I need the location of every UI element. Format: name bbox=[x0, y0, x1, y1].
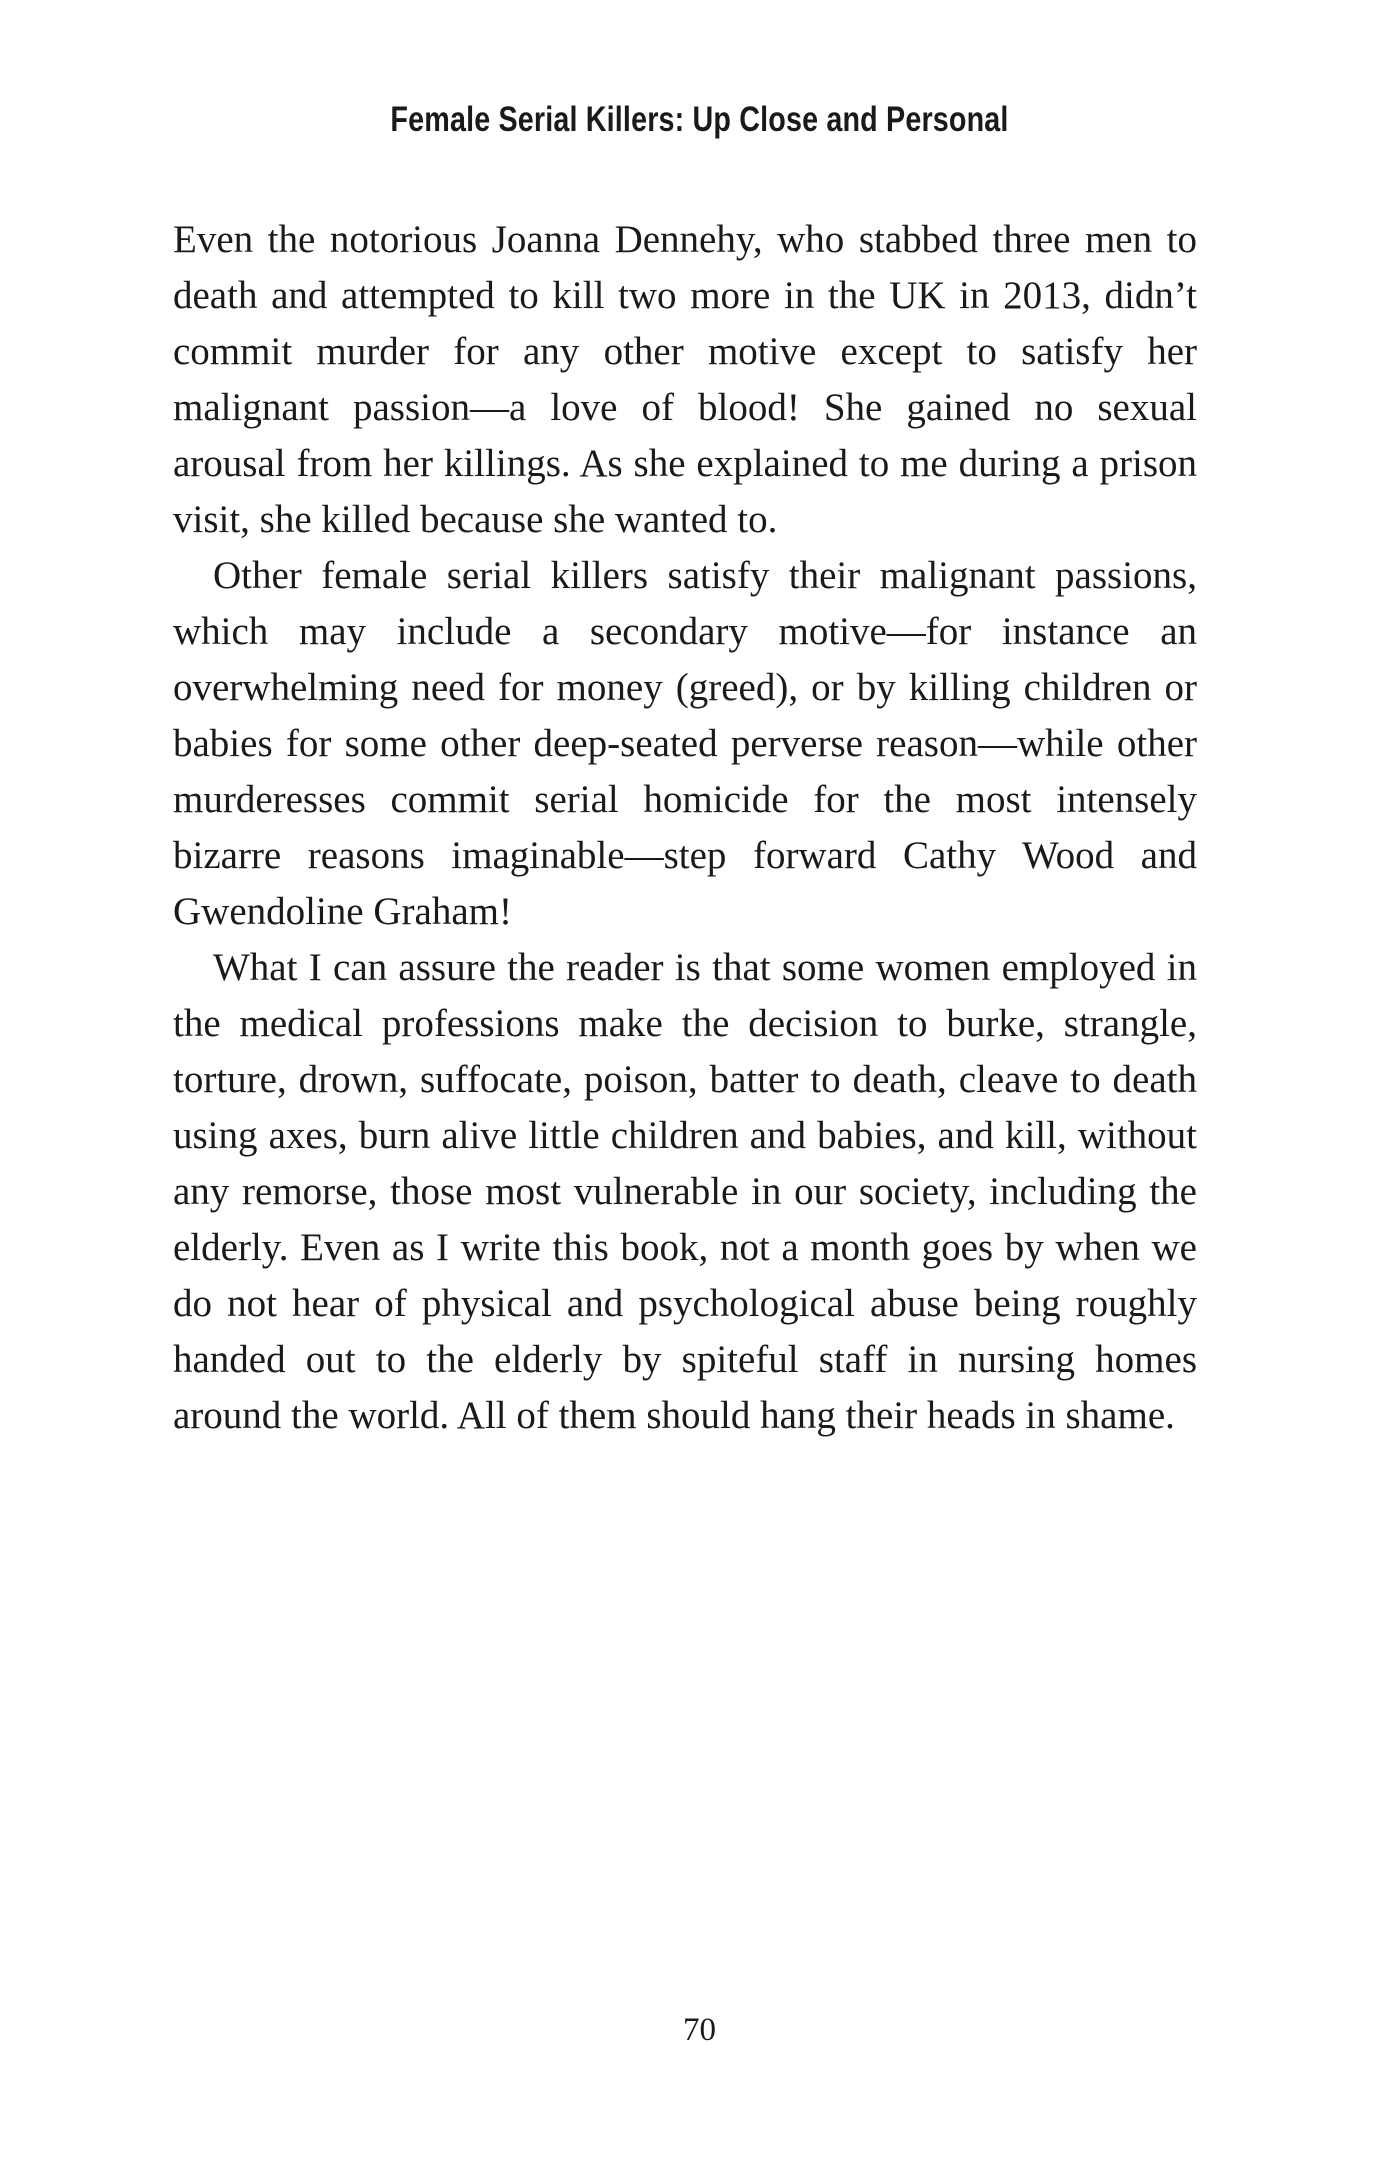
paragraph-3: What I can assure the reader is that some women employed in the medical professions make the decision to burke, strangle, torture, drown, suffocate, poison, batter to death, cleave to death using axes, burn alive little children and babies, and kill, without any remorse, those most vulnerable in our society, including the elderly. Even as I write this book, not a month goes by when we do not hear of physical and psychological abuse being roughly handed out to the elderly by spiteful staff in nursing homes around the world. All of them should hang their heads in shame. bbox=[173, 946, 1197, 1437]
page-number: 70 bbox=[683, 2012, 716, 2048]
paragraph-1: Even the notorious Joanna Dennehy, who stabbed three men to death and attempted to kill two more in the UK in 2013, didn’t commit murder for any other motive except to satisfy her malignant passion—a love of blood! She gained no sexual arousal from her killings. As she explained to me during a prison visit, she killed because she wanted to. bbox=[173, 218, 1197, 541]
paragraph-2: Other female serial killers satisfy their malignant passions, which may include a secondary motive—for instance an overwhelming need for money (greed), or by killing children or babies for some other deep-seated perverse reason—while other murderesses commit serial homicide for the most intensely bizarre reasons imaginable—step forward Cathy Wood and Gwendoline Graham! bbox=[173, 554, 1197, 933]
body-text bbox=[173, 212, 1197, 1444]
running-header-title: Female Serial Killers: Up Close and Personal bbox=[390, 100, 1009, 139]
